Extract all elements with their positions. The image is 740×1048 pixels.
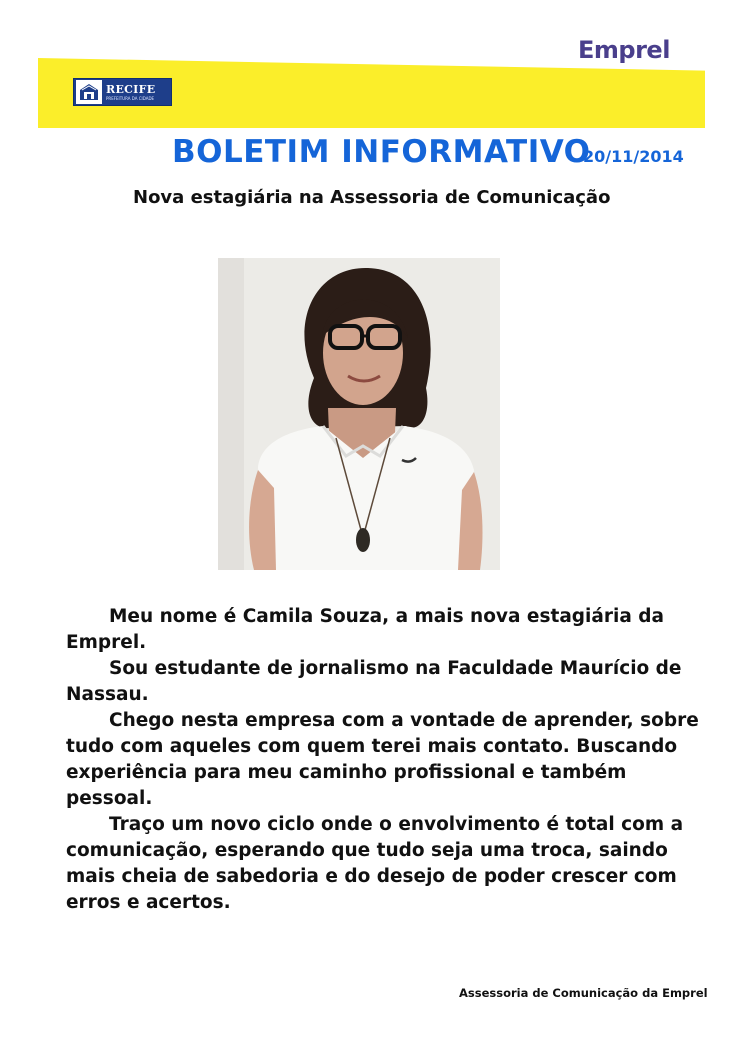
article-paragraph: Traço um novo ciclo onde o envolvimento é total com a comunicação, esperando que tudo seja uma troca, saindo mais cheia de sabedoria e do desejo de poder crescer com erros e acertos. (66, 814, 684, 913)
recife-logo-sub: PREFEITURA DA CIDADE (106, 95, 155, 101)
emprel-logo: Emprel (578, 36, 670, 64)
article-paragraph: Sou estudante de jornalismo na Faculdade Maurício de Nassau. (66, 658, 682, 705)
portrait-photo (218, 258, 500, 570)
bulletin-subtitle: Nova estagiária na Assessoria de Comunicação (133, 187, 611, 208)
bulletin-title: BOLETIM INFORMATIVO (172, 134, 591, 170)
recife-logo (73, 78, 172, 106)
portrait-illustration (218, 258, 500, 570)
recife-logo-name: RECIFE (106, 82, 156, 96)
article-paragraph: Meu nome é Camila Souza, a mais nova estagiária da Emprel. (66, 606, 664, 653)
city-crest-icon (76, 80, 102, 104)
article-paragraph: Chego nesta empresa com a vontade de aprender, sobre tudo com aqueles com quem terei mais contato. Buscando experiência para meu caminho profissional e também pessoal. (66, 710, 699, 809)
bulletin-date: 20/11/2014 (583, 147, 684, 166)
footer-credit: Assessoria de Comunicação da Emprel (459, 986, 708, 1000)
article-body (66, 604, 706, 916)
